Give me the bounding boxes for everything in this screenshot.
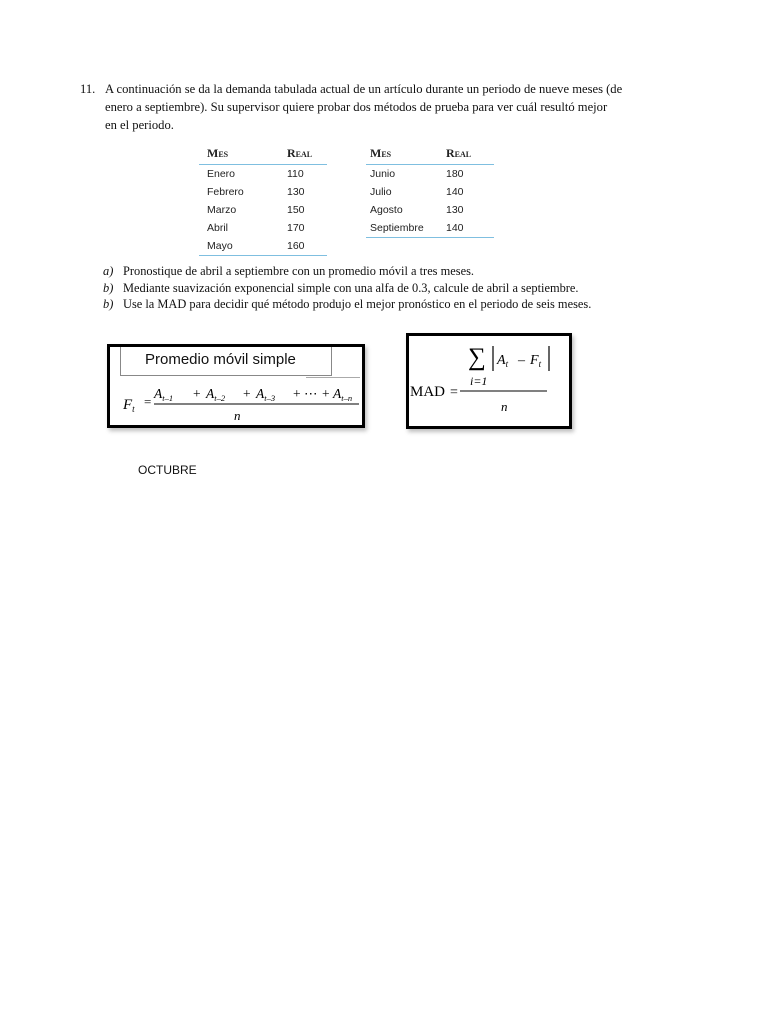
value-cell: 180 bbox=[446, 168, 464, 180]
value-cell: 170 bbox=[287, 222, 305, 234]
month-cell: Septiembre bbox=[366, 219, 446, 238]
column-header-mes: Mes bbox=[199, 145, 287, 165]
table-row bbox=[199, 183, 327, 201]
svg-text:+: + bbox=[243, 386, 251, 401]
column-header-mes: Mes bbox=[366, 145, 446, 165]
svg-text:=: = bbox=[450, 385, 458, 400]
formula-denominator: n bbox=[234, 408, 241, 423]
value-cell: 150 bbox=[287, 204, 305, 216]
svg-text:+: + bbox=[322, 386, 330, 401]
month-cell: Enero bbox=[207, 168, 236, 180]
month-cell: Marzo bbox=[207, 204, 237, 216]
numerator-term: $A_{t-2}$ bbox=[206, 386, 226, 403]
demand-table-right bbox=[366, 145, 494, 238]
column-header-real: Real bbox=[287, 145, 327, 165]
value-cell: 140 bbox=[446, 186, 464, 198]
value-cell: 140 bbox=[446, 219, 494, 238]
table-row bbox=[199, 237, 327, 256]
task-letter: b) bbox=[103, 280, 114, 295]
task-item-b bbox=[103, 280, 591, 297]
formula-title: Promedio móvil simple bbox=[120, 347, 332, 376]
task-text: Mediante suavización exponencial simple con una alfa de 0.3, calcule de abril a septiembre. bbox=[123, 280, 579, 295]
value-cell: 130 bbox=[287, 186, 305, 198]
task-list bbox=[103, 263, 591, 313]
problem-line-1: A continuación se da la demanda tabulada actual de un artículo durante un periodo de nueve meses (de bbox=[105, 82, 623, 96]
numerator-term: $A_{t-1}$ bbox=[154, 386, 174, 403]
problem-line-3: en el periodo. bbox=[105, 118, 174, 132]
problem-statement bbox=[80, 80, 640, 134]
svg-text:=: = bbox=[144, 394, 152, 409]
note-text: OCTUBRE bbox=[138, 463, 197, 477]
table-row bbox=[366, 219, 494, 238]
formula-denominator: n bbox=[501, 399, 508, 414]
value-cell: 110 bbox=[287, 168, 304, 180]
task-letter: b) bbox=[103, 297, 114, 311]
task-letter: a) bbox=[103, 264, 114, 278]
task-item-c bbox=[103, 296, 591, 313]
month-cell: Julio bbox=[370, 186, 392, 198]
term-forecast: $F_t$ bbox=[530, 353, 542, 369]
table-row bbox=[199, 201, 327, 219]
simple-moving-average-formula-box bbox=[107, 344, 365, 428]
table-row bbox=[366, 183, 494, 201]
problem-line-2: enero a septiembre). Su supervisor quiere probar dos métodos de prueba para ver cuál resultó mejor bbox=[105, 100, 608, 114]
svg-text:+: + bbox=[293, 386, 301, 401]
svg-text:+: + bbox=[193, 386, 201, 401]
month-cell: Abril bbox=[207, 222, 229, 234]
term-actual: $A_t$ bbox=[497, 353, 509, 369]
numerator-term: $A_{t-n}$ bbox=[333, 386, 353, 403]
sigma-symbol: ∑ bbox=[468, 344, 486, 371]
column-header-real: Real bbox=[446, 145, 494, 165]
table-row bbox=[199, 165, 327, 184]
task-text: Pronostique de abril a septiembre con un promedio móvil a tres meses. bbox=[123, 264, 474, 278]
table-row bbox=[199, 219, 327, 237]
sma-formula bbox=[110, 347, 362, 425]
table-row bbox=[366, 201, 494, 219]
month-cell: Febrero bbox=[207, 186, 244, 198]
task-item-a bbox=[103, 263, 591, 280]
mad-formula-box bbox=[406, 333, 572, 429]
sum-lower-limit: i=1 bbox=[470, 374, 488, 388]
task-text: Use la MAD para decidir qué método produjo el mejor pronóstico en el periodo de seis meses. bbox=[123, 297, 592, 311]
month-cell: Agosto bbox=[370, 204, 403, 216]
value-cell: 130 bbox=[446, 204, 464, 216]
mad-label: MAD bbox=[410, 384, 446, 400]
mad-formula bbox=[409, 336, 569, 426]
month-cell: Mayo bbox=[199, 237, 287, 256]
demand-table-left bbox=[199, 145, 327, 256]
month-cell: Junio bbox=[370, 168, 396, 180]
value-cell: 160 bbox=[287, 237, 327, 256]
problem-number: 11. bbox=[80, 82, 96, 96]
numerator-term: $A_{t-3}$ bbox=[256, 386, 276, 403]
svg-text:–: – bbox=[518, 353, 525, 368]
table-row bbox=[366, 165, 494, 184]
formula-lhs: $F_t$ bbox=[123, 397, 135, 414]
numerator-term: ⋯ bbox=[304, 386, 318, 401]
